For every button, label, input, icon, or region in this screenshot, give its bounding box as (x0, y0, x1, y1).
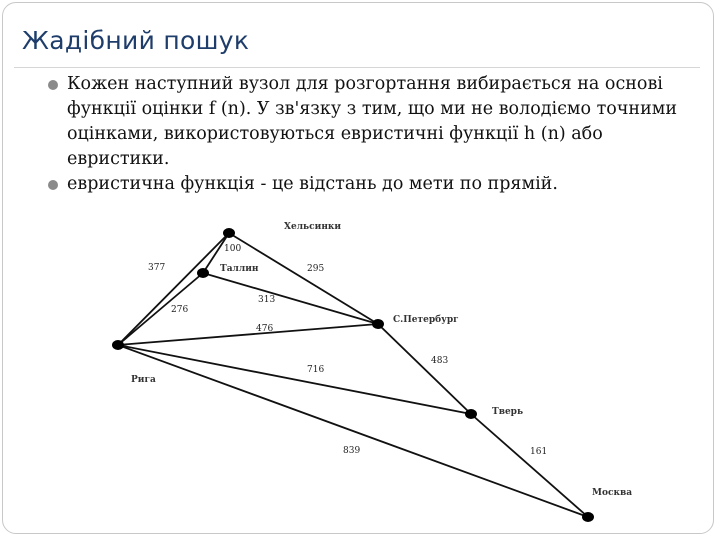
node-label-riga: Рига (131, 375, 156, 385)
edge-weight-label: 476 (256, 324, 274, 334)
edge-tallinn-riga (118, 273, 203, 345)
graph-edges (118, 233, 588, 517)
slide-title: Жадібний пошук (22, 26, 250, 55)
edge-weight-label: 716 (307, 365, 325, 375)
edge-helsinki-spb (229, 233, 378, 324)
node-spb (372, 319, 384, 329)
node-riga (112, 340, 124, 350)
edge-riga-tver (118, 345, 471, 414)
bullet-text-2: евристична функція - це відстань до мети по прямій. (67, 174, 558, 194)
edge-riga-spb (118, 324, 378, 345)
graph-node-labels (131, 222, 632, 498)
edge-riga-moscow (118, 345, 588, 517)
node-label-spb: С.Петербург (393, 315, 459, 325)
edge-spb-tver (378, 324, 471, 414)
edge-helsinki-riga (118, 233, 229, 345)
bullet-text-1: Кожен наступний вузол для розгортання вибирається на основі функції оцінки f (n). У зв'язку з тим, що ми не володіємо точними оцінками, використовуються евристичні функції h (n) або евристики. (67, 74, 678, 169)
edge-tallinn-spb (203, 273, 378, 324)
edge-weight-label: 483 (431, 356, 449, 366)
graph-edge-labels (148, 244, 547, 457)
node-label-moscow: Москва (592, 488, 633, 498)
edge-weight-label: 377 (148, 263, 166, 273)
node-moscow (582, 512, 594, 522)
edge-weight-label: 100 (224, 244, 242, 254)
edge-tver-moscow (471, 414, 588, 517)
edge-weight-label: 276 (171, 305, 189, 315)
node-label-helsinki: Хельсинки (284, 222, 342, 232)
edge-weight-label: 839 (343, 446, 361, 456)
node-label-tallinn: Таллин (220, 264, 259, 274)
node-tallinn (197, 268, 209, 278)
node-helsinki (223, 228, 235, 238)
edge-weight-label: 295 (307, 264, 325, 274)
node-tver (465, 409, 477, 419)
edge-weight-label: 161 (530, 447, 548, 457)
node-label-tver: Тверь (492, 407, 524, 417)
graph-nodes (112, 228, 594, 522)
edge-weight-label: 313 (258, 295, 276, 305)
